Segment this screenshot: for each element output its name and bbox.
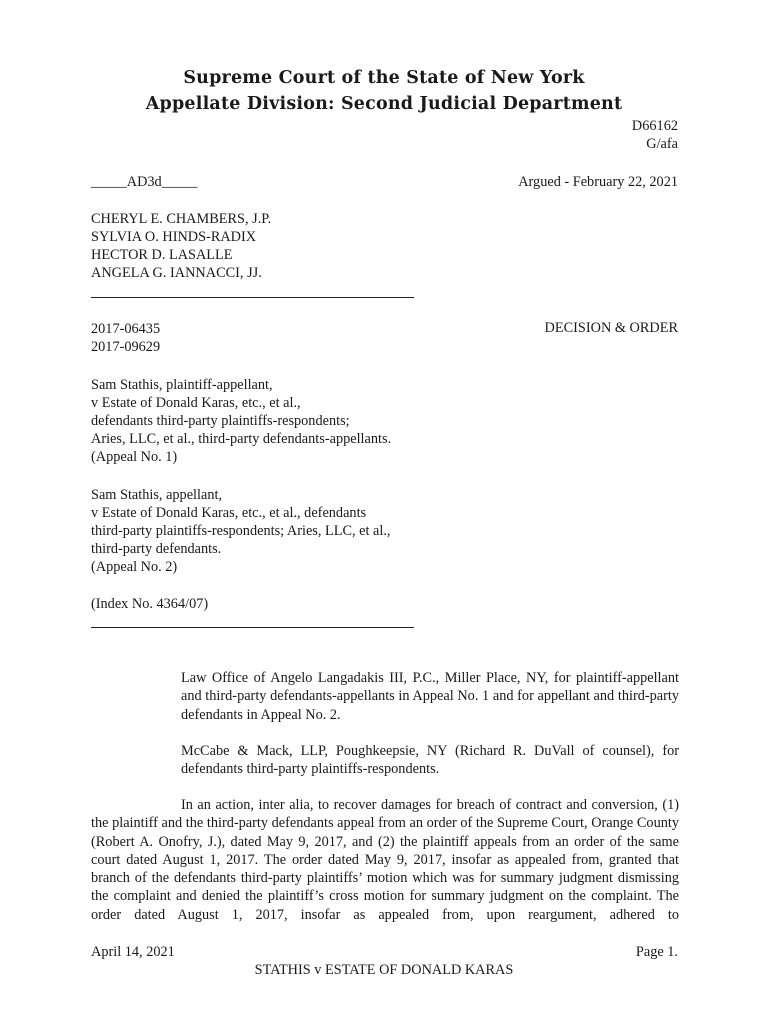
caption-line: defendants third-party plaintiffs-respondents; xyxy=(91,413,350,429)
divider xyxy=(91,297,414,298)
divider xyxy=(91,627,414,628)
counsel-respondent: McCabe & Mack, LLP, Poughkeepsie, NY (Richard R. DuVall of counsel), for defendants third-party plaintiffs-respondents. xyxy=(181,743,679,778)
citation-blank: _____AD3d_____ xyxy=(91,174,198,190)
division-heading: Appellate Division: Second Judicial Department xyxy=(145,94,623,114)
justice-name: ANGELA G. IANNACCI, JJ. xyxy=(91,265,262,281)
case-title-footer: STATHIS v ESTATE OF DONALD KARAS xyxy=(254,962,514,978)
case-number: 2017-09629 xyxy=(91,339,161,355)
caption-line: Sam Stathis, appellant, xyxy=(91,487,223,503)
caption-line: v Estate of Donald Karas, etc., et al., defendants xyxy=(91,505,367,521)
caption-line: Sam Stathis, plaintiff-appellant, xyxy=(91,377,273,393)
caption-line: v Estate of Donald Karas, etc., et al., xyxy=(91,395,301,411)
page-number: Page 1. xyxy=(635,944,678,960)
decision-body-paragraph: In an action, inter alia, to recover damages for breach of contract and conversion, (1) the plaintiff and the third-party defendants appeal from an order of the Supreme Court, Orange County (Robert A. Onofry, J.), dated May 9, 2017, and (2) the plaintiff appeals from an order of the same court dated August 1, 2017. The order dated May 9, 2017, insofar as appealed from, granted that branch of the defendants third-party plaintiffs’ motion which was for summary judgment dismissing the complaint and denied the plaintiff’s cross motion for summary judgment on the complaint. The order dated August 1, 2017, insofar as appealed from, upon reargument, adhered to xyxy=(91,797,679,923)
caption-line: third-party defendants. xyxy=(91,541,222,557)
court-name-heading: Supreme Court of the State of New York xyxy=(183,68,585,88)
justice-name: CHERYL E. CHAMBERS, J.P. xyxy=(91,211,272,227)
docket-code: D66162 xyxy=(631,118,678,134)
counsel-appellant: Law Office of Angelo Langadakis III, P.C., Miller Place, NY, for plaintiff-appellant and third-party defendants-appellants in Appeal No. 1 and for appellant and third-party defendants in Appeal No. 2. xyxy=(181,670,679,723)
decision-label: DECISION & ORDER xyxy=(544,320,678,336)
appeal-1-caption xyxy=(91,376,391,466)
justice-list xyxy=(91,210,271,282)
footer-date: April 14, 2021 xyxy=(91,944,175,960)
case-number: 2017-06435 xyxy=(91,321,161,337)
appeal-2-caption xyxy=(91,486,391,576)
caption-line: (Appeal No. 2) xyxy=(91,559,178,575)
initials: G/afa xyxy=(646,136,678,152)
argued-date: Argued - February 22, 2021 xyxy=(518,174,678,190)
justice-name: HECTOR D. LASALLE xyxy=(91,247,233,263)
caption-line: (Appeal No. 1) xyxy=(91,449,178,465)
caption-line: Aries, LLC, et al., third-party defendants-appellants. xyxy=(91,431,392,447)
index-number: (Index No. 4364/07) xyxy=(91,596,209,612)
caption-line: third-party plaintiffs-respondents; Aries, LLC, et al., xyxy=(91,523,391,539)
case-numbers xyxy=(91,320,160,356)
justice-name: SYLVIA O. HINDS-RADIX xyxy=(91,229,257,245)
